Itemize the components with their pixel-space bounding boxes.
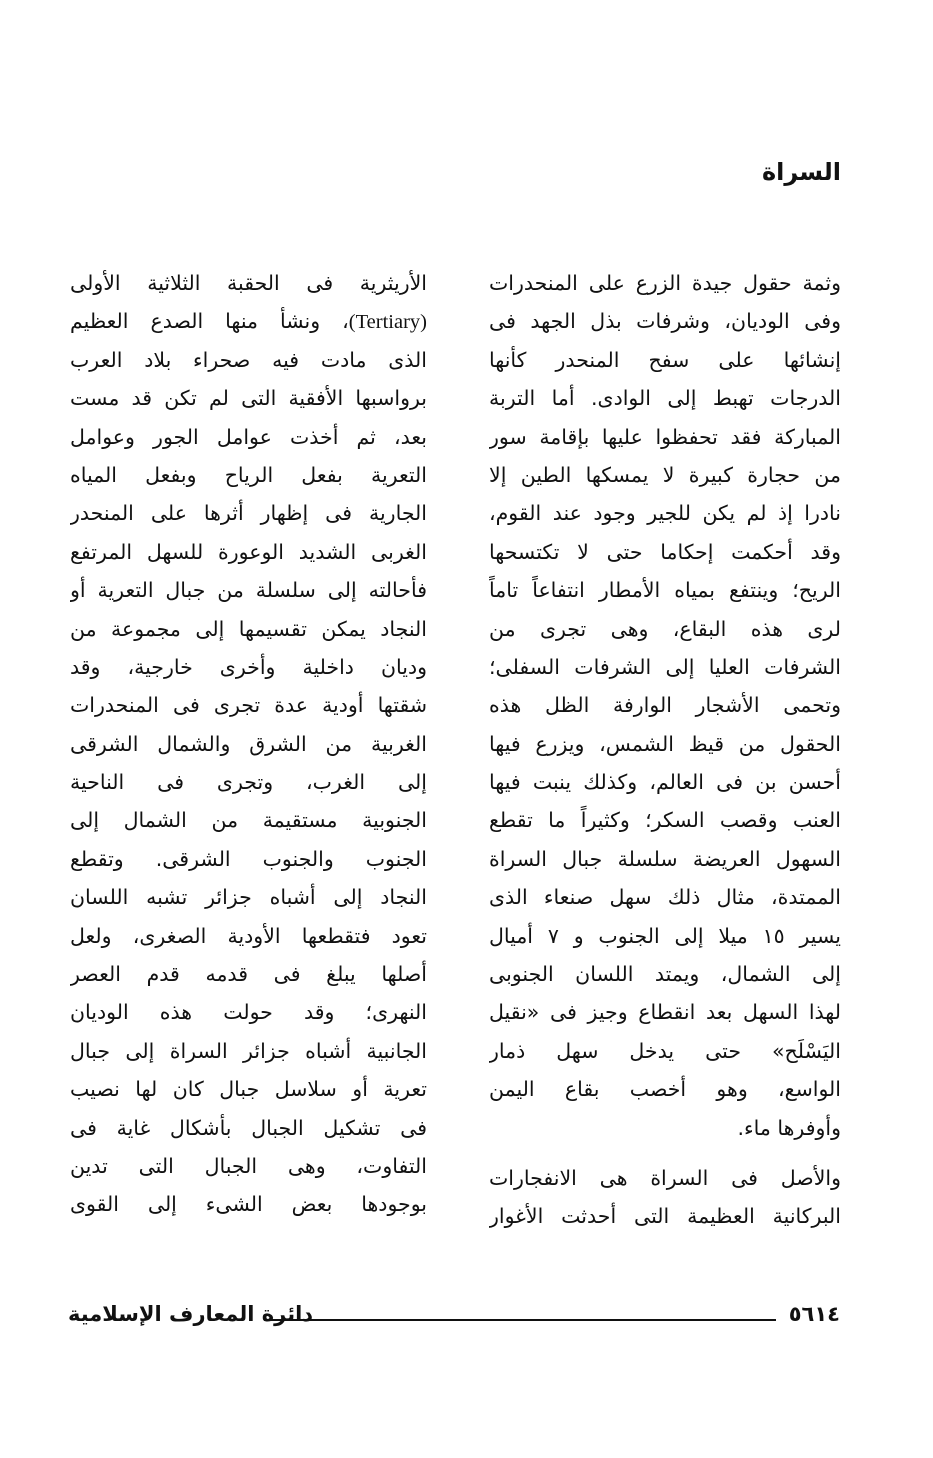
text-line: المباركة فقد تحفظوا عليها بإقامة سور bbox=[489, 424, 841, 449]
text-column-right bbox=[489, 264, 841, 1236]
text-line: نادرا إذ لم يكن للجير وجود عند القوم، bbox=[489, 501, 841, 526]
text-line: بعد، ثم أخذت عوامل الجور وعوامل bbox=[70, 424, 427, 449]
text-line: إلى الغرب، وتجرى فى الناحية bbox=[70, 770, 427, 795]
running-head-title: السراة bbox=[762, 158, 841, 186]
text-line: فى تشكيل الجبال بأشكال غاية فى bbox=[70, 1115, 427, 1140]
text-line: الغربية من الشرق والشمال الشرقى bbox=[70, 731, 427, 756]
page-number: ٥٦١٤ bbox=[788, 1302, 840, 1326]
text-line: السهول العريضة سلسلة جبال السراة bbox=[489, 846, 841, 871]
text-column-left bbox=[70, 264, 427, 1224]
text-line: العنب وقصب السكر؛ وكثيراً ما تقطع bbox=[489, 808, 841, 833]
text-line: شقتها أودية عدة تجرى فى المنحدرات bbox=[70, 693, 427, 718]
text-line: الواسع، وهو أخصب بقاع اليمن bbox=[489, 1077, 841, 1102]
text-line: تعود فتقطعها الأودية الصغرى، ولعل bbox=[70, 923, 427, 948]
text-line: وفى الوديان، وشرفات بذل الجهد فى bbox=[489, 309, 841, 334]
text-line: من حجارة كبيرة لا يمسكها الطين إلا bbox=[489, 462, 841, 487]
text-line: الجانبية أشباه جزائر السراة إلى جبال bbox=[70, 1038, 427, 1063]
paragraph-gap bbox=[489, 1147, 841, 1159]
text-line: وثمة حقول جيدة الزرع على المنحدرات bbox=[489, 271, 841, 295]
text-line: الريح؛ وينتفع بمياه الأمطار انتفاعاً تاماً bbox=[489, 578, 841, 603]
text-line: الذى مادت فيه صحراء بلاد العرب bbox=[70, 347, 427, 372]
text-line: البركانية العظيمة التى أحدثت الأغوار bbox=[489, 1204, 841, 1229]
text-line: الحقول من قيظ الشمس، ويزرع فيها bbox=[489, 731, 841, 756]
text-line: الجارية فى إظهار أثرها على المنحدر bbox=[70, 501, 427, 526]
text-line: الدرجات تهبط إلى الوادى. أما التربة bbox=[489, 386, 841, 411]
page-footer bbox=[68, 1296, 840, 1336]
text-line: الجنوب والجنوب الشرقى. وتقطع bbox=[70, 846, 427, 871]
text-line: وأوفرها ماء. bbox=[737, 1115, 841, 1140]
text-line: والأصل فى السراة هى الانفجارات bbox=[489, 1165, 841, 1190]
text-line: التعرية بفعل الرياح وبفعل المياه bbox=[70, 462, 427, 487]
text-line: الشرفات العليا إلى الشرفات السفلى؛ bbox=[489, 654, 841, 679]
text-line: وديان داخلية وأخرى خارجية، وقد bbox=[70, 654, 427, 679]
text-line: لهذا السهل بعد انقطاع وجيز فى «نقيل bbox=[489, 1000, 841, 1025]
text-line-with-latin bbox=[70, 302, 427, 340]
latin-term: (Tertiary) bbox=[348, 311, 427, 334]
text-line: أصلها يبلغ فى قدمه قدم العصر bbox=[70, 962, 427, 987]
text-line: التفاوت، وهى الجبال التى تدين bbox=[70, 1153, 427, 1178]
text-line: الأريثرية فى الحقبة الثلاثية الأولى bbox=[70, 271, 427, 295]
text-line: اليَسْلَح» حتى يدخل سهل ذمار bbox=[489, 1038, 841, 1063]
text-line: برواسبها الأفقية التى لم تكن قد مست bbox=[70, 386, 427, 411]
text-line: النهرى؛ وقد حولت هذه الوديان bbox=[70, 1000, 427, 1025]
text-line: الجنوبية مستقيمة من الشمال إلى bbox=[70, 808, 427, 833]
text-line: تعرية أو سلاسل جبال كان لها نصيب bbox=[70, 1077, 427, 1102]
footer-rule-divider bbox=[264, 1319, 776, 1321]
text-line: فأحالته إلى سلسلة من جبال التعرية أو bbox=[70, 578, 427, 603]
text-line: النجاد إلى أشباه جزائر تشبه اللسان bbox=[70, 885, 427, 910]
text-line: الغربى الشديد الوعورة للسهل المرتفع bbox=[70, 539, 427, 564]
text-line: وتحمى الأشجار الوارفة الظل هذه bbox=[489, 693, 841, 718]
text-line: إلى الشمال، ويمتد اللسان الجنوبى bbox=[489, 962, 841, 987]
text-line: لرى هذه البقاع، وهى تجرى من bbox=[489, 616, 841, 641]
text-line: أحسن بن فى العالم، وكذلك ينبت فيها bbox=[489, 770, 841, 795]
text-line: إنشائها على سفح المنحدر كأنها bbox=[489, 347, 841, 372]
text-line: يسير ١٥ ميلا إلى الجنوب و ٧ أميال bbox=[489, 923, 841, 948]
text-line: بوجودها بعض الشىء إلى القوى bbox=[70, 1192, 427, 1217]
book-title: دائرة المعارف الإسلامية bbox=[68, 1302, 314, 1326]
text-line: الممتدة، مثال ذلك سهل صنعاء الذى bbox=[489, 885, 841, 910]
text-line: وقد أحكمت إحكاما حتى لا تكتسحها bbox=[489, 539, 841, 564]
text-line: النجاد يمكن تقسيمها إلى مجموعة من bbox=[70, 616, 427, 641]
text-fragment: ، ونشأ منها الصدع العظيم bbox=[70, 309, 349, 334]
